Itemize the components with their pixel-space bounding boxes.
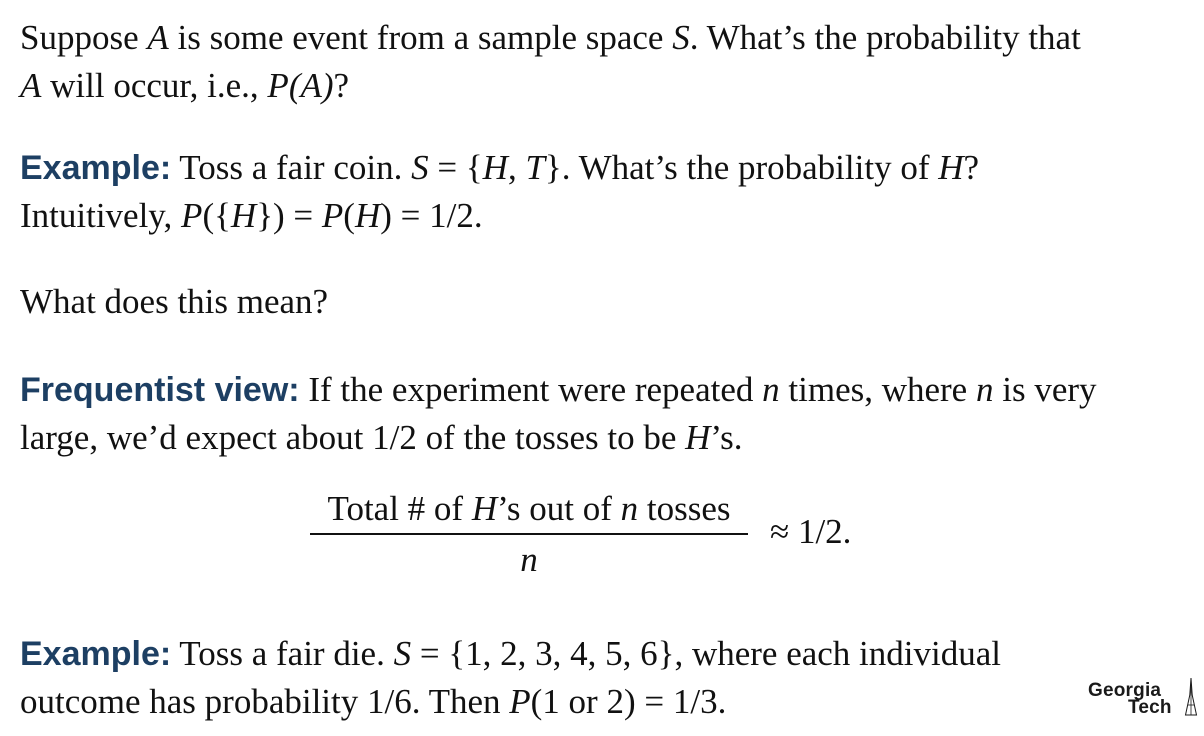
math-var-p: P [181, 196, 203, 235]
intro-text: will occur, i.e., [41, 66, 268, 105]
intro-text: Suppose [20, 18, 148, 57]
math-var-h: H [354, 196, 381, 235]
example-text: outcome has probability 1/6. Then [20, 682, 510, 721]
math-var-s: S [672, 18, 690, 57]
example-die-paragraph [20, 630, 1001, 726]
intro-text: is some event from a sample space [168, 18, 673, 57]
frequentist-text: If the experiment were repeated [299, 370, 763, 409]
formula-rhs: ≈ 1/2. [770, 512, 852, 551]
math-var-p: P [267, 66, 289, 105]
math-expr: = { [428, 148, 483, 187]
math-var-p: P [509, 682, 531, 721]
math-var-h: H [230, 196, 257, 235]
math-expr: ( [343, 196, 355, 235]
math-var-n: n [975, 370, 994, 409]
math-var-s: S [393, 634, 412, 673]
frequentist-text: is very [993, 370, 1097, 409]
frequentist-paragraph [20, 366, 1097, 462]
intro-text: . What’s the probability that [689, 18, 1081, 57]
question-paragraph [20, 278, 328, 326]
formula-denominator: n [520, 539, 538, 579]
numerator-text: ’s out of [497, 489, 621, 528]
logo-line-georgia: Georgia [1088, 680, 1162, 701]
intro-paragraph [20, 14, 1081, 110]
frequentist-text: times, where [779, 370, 976, 409]
math-expr: (A) [288, 66, 334, 105]
example-coin-paragraph [20, 144, 979, 240]
math-expr: = {1, 2, 3, 4, 5, 6} [411, 634, 675, 673]
math-expr: ) = 1/2 [380, 196, 474, 235]
math-var-a: A [147, 18, 169, 57]
campanile-icon [1184, 677, 1198, 717]
example-text: , where each individual [674, 634, 1001, 673]
math-expr: ({ [202, 196, 231, 235]
example-text: Toss a fair coin. [171, 148, 412, 187]
math-expr: }) = [256, 196, 322, 235]
numerator-text: Total # of [327, 489, 472, 528]
math-var-h: H [685, 418, 711, 457]
frequency-formula [310, 486, 910, 586]
math-expr: (1 or 2) = 1/3 [530, 682, 718, 721]
logo-line-tech: Tech [1128, 697, 1172, 718]
frequentist-text: large, we’d expect about 1/2 of the tosses to be [20, 418, 686, 457]
example-text: . [473, 196, 483, 235]
formula-numerator [310, 486, 748, 532]
math-var-t: T [525, 148, 545, 187]
math-var-h: H [938, 148, 964, 187]
example-text: . What’s the probability of [561, 148, 939, 187]
example-label: Example: [20, 635, 172, 673]
math-expr: , [507, 148, 526, 187]
math-var-a: A [20, 66, 42, 105]
example-text: Toss a fair die. [171, 634, 394, 673]
math-expr: } [544, 148, 562, 187]
math-var-h: H [471, 489, 498, 528]
math-var-n: n [762, 370, 780, 409]
question-text: What does this mean? [20, 282, 329, 321]
example-text: . [717, 682, 727, 721]
math-var-s: S [411, 148, 429, 187]
example-text: Intuitively, [20, 196, 182, 235]
frequentist-text: ’s. [710, 418, 743, 457]
fraction-bar [310, 533, 748, 535]
numerator-text: tosses [638, 489, 731, 528]
math-var-n: n [620, 489, 639, 528]
example-label: Example: [20, 149, 172, 187]
formula-fraction [310, 486, 748, 582]
frequentist-label: Frequentist view: [20, 371, 300, 409]
example-text: ? [963, 148, 980, 187]
math-var-p: P [321, 196, 344, 235]
math-var-h: H [482, 148, 508, 187]
intro-text: ? [333, 66, 350, 105]
georgia-tech-logo [1088, 681, 1200, 721]
